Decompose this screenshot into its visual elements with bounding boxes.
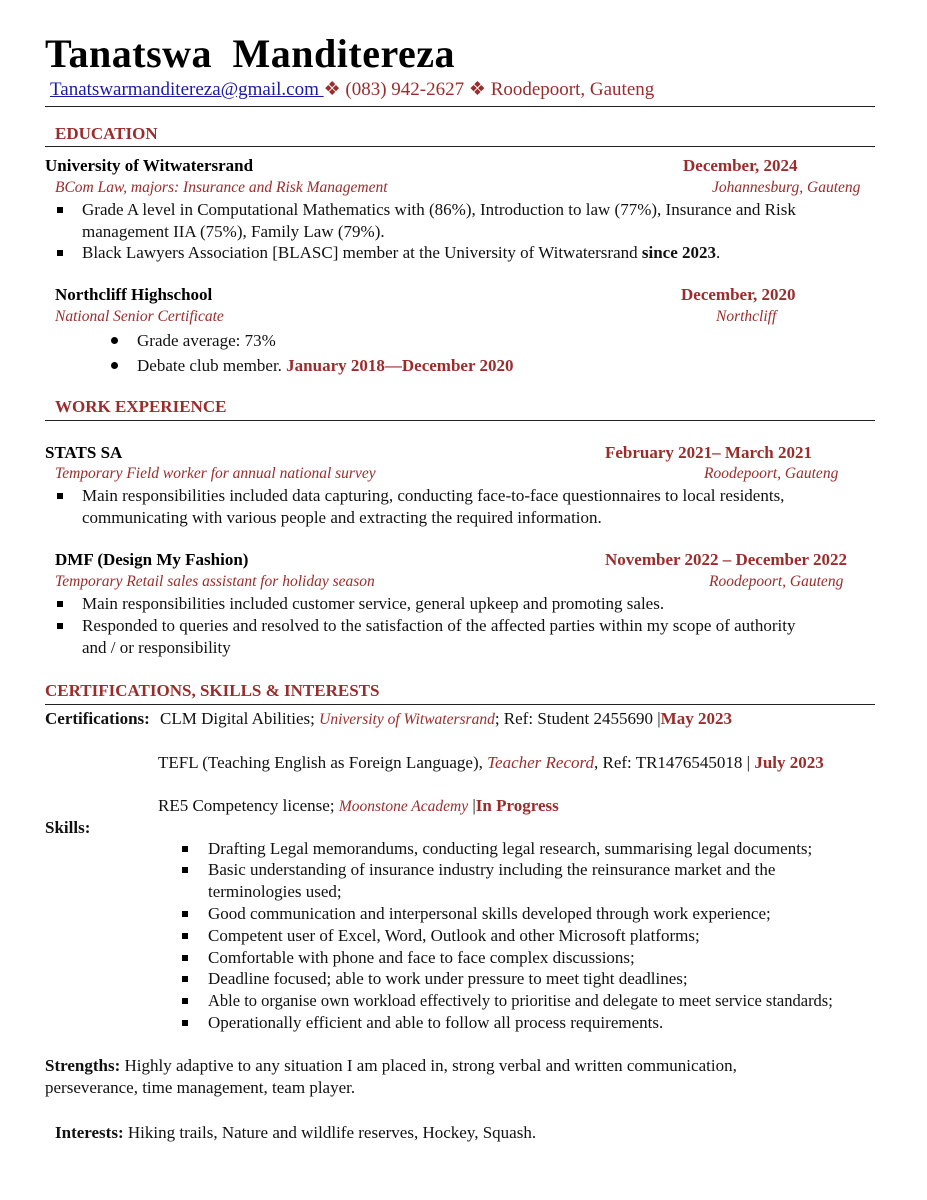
work-place: Roodepoort, Gauteng [709, 573, 844, 590]
bullet-square-icon [182, 1020, 188, 1026]
bullet-square-icon [57, 250, 63, 256]
location: Roodepoort, Gauteng [485, 79, 655, 100]
section-divider [45, 146, 875, 147]
certification-item: CLM Digital Abilities; University of Witwatersrand; Ref: Student 2455690 |May 2023 [160, 709, 732, 728]
skills-label: Skills: [45, 818, 91, 837]
skill-item: Comfortable with phone and face to face complex discussions; [208, 948, 635, 967]
bullet-square-icon [182, 911, 188, 917]
bullet-square-icon [182, 955, 188, 961]
certification-item: TEFL (Teaching English as Foreign Language), Teacher Record, Ref: TR1476545018 | July 2023 [158, 753, 824, 772]
work-bullet: Responded to queries and resolved to the satisfaction of the affected parties within my scope of authority and / or responsibility [82, 616, 796, 657]
bullet-dot-icon [111, 337, 118, 344]
candidate-name: Tanatswa Manditereza [45, 31, 455, 76]
work-bullet: Main responsibilities included customer service, general upkeep and promoting sales. [82, 594, 665, 613]
education-bullet: Debate club member. January 2018—December 2020 [137, 356, 514, 375]
section-divider [45, 704, 875, 705]
education-org: University of Witwatersrand [45, 156, 254, 175]
separator-icon: ❖ [468, 79, 486, 100]
education-bullet: Black Lawyers Association [BLASC] member at the University of Witwatersrand since 2023. [82, 243, 721, 262]
bullet-square-icon [182, 933, 188, 939]
separator-icon: ❖ [323, 79, 341, 100]
section-divider [45, 420, 875, 421]
education-org: Northcliff Highschool [55, 285, 213, 304]
work-date: November 2022 – December 2022 [605, 550, 848, 569]
strengths-paragraph: Strengths: Highly adaptive to any situation I am placed in, strong verbal and written communication, perseverance, time management, team player. [45, 1056, 737, 1097]
work-org: STATS SA [45, 443, 123, 462]
work-bullet: Main responsibilities included data capturing, conducting face-to-face questionnaires to local residents, communicating with various people and extracting the required information. [82, 486, 785, 527]
bullet-square-icon [57, 493, 63, 499]
skill-item: Able to organise own workload effectively to prioritise and delegate to meet service standards; [208, 991, 833, 1010]
email-link[interactable]: Tanatswarmanditereza@gmail.com [50, 79, 324, 100]
phone-number: (083) 942-2627 [340, 79, 469, 100]
skill-item: Competent user of Excel, Word, Outlook and other Microsoft platforms; [208, 926, 700, 945]
contact-line [50, 78, 654, 101]
education-degree: National Senior Certificate [55, 308, 224, 325]
skill-item: Good communication and interpersonal skills developed through work experience; [208, 904, 771, 923]
bullet-square-icon [182, 867, 188, 873]
section-title-education: EDUCATION [55, 124, 158, 143]
certifications-label: Certifications: [45, 709, 150, 728]
header-divider [45, 106, 875, 107]
work-place: Roodepoort, Gauteng [704, 465, 839, 482]
bullet-dot-icon [111, 362, 118, 369]
work-date: February 2021– March 2021 [605, 443, 812, 462]
bullet-square-icon [57, 623, 63, 629]
education-place: Northcliff [716, 308, 777, 325]
education-bullet: Grade A level in Computational Mathematics with (86%), Introduction to law (77%), Insurance and Risk management IIA (75%), Family Law (79%). [82, 200, 796, 241]
skill-item: Deadline focused; able to work under pressure to meet tight deadlines; [208, 969, 688, 988]
interests-line: Interests: Hiking trails, Nature and wildlife reserves, Hockey, Squash. [55, 1123, 537, 1142]
education-place: Johannesburg, Gauteng [712, 179, 861, 196]
section-title-work: WORK EXPERIENCE [55, 397, 227, 416]
skill-item: Basic understanding of insurance industry including the reinsurance market and the terminologies used; [208, 860, 776, 901]
section-title-certifications: CERTIFICATIONS, SKILLS & INTERESTS [45, 681, 380, 700]
education-date: December, 2020 [681, 285, 796, 304]
skill-item: Drafting Legal memorandums, conducting legal research, summarising legal documents; [208, 839, 813, 858]
bullet-square-icon [182, 976, 188, 982]
work-org: DMF (Design My Fashion) [55, 550, 249, 569]
work-role: Temporary Field worker for annual national survey [55, 465, 376, 482]
education-bullet: Grade average: 73% [137, 331, 276, 350]
education-degree: BCom Law, majors: Insurance and Risk Management [55, 179, 388, 196]
bullet-square-icon [182, 846, 188, 852]
education-date: December, 2024 [683, 156, 798, 175]
work-role: Temporary Retail sales assistant for holiday season [55, 573, 375, 590]
bullet-square-icon [57, 207, 63, 213]
certification-item: RE5 Competency license; Moonstone Academy |In Progress [158, 796, 559, 815]
bullet-square-icon [182, 998, 188, 1004]
skill-item: Operationally efficient and able to follow all process requirements. [208, 1013, 664, 1032]
bullet-square-icon [57, 601, 63, 607]
